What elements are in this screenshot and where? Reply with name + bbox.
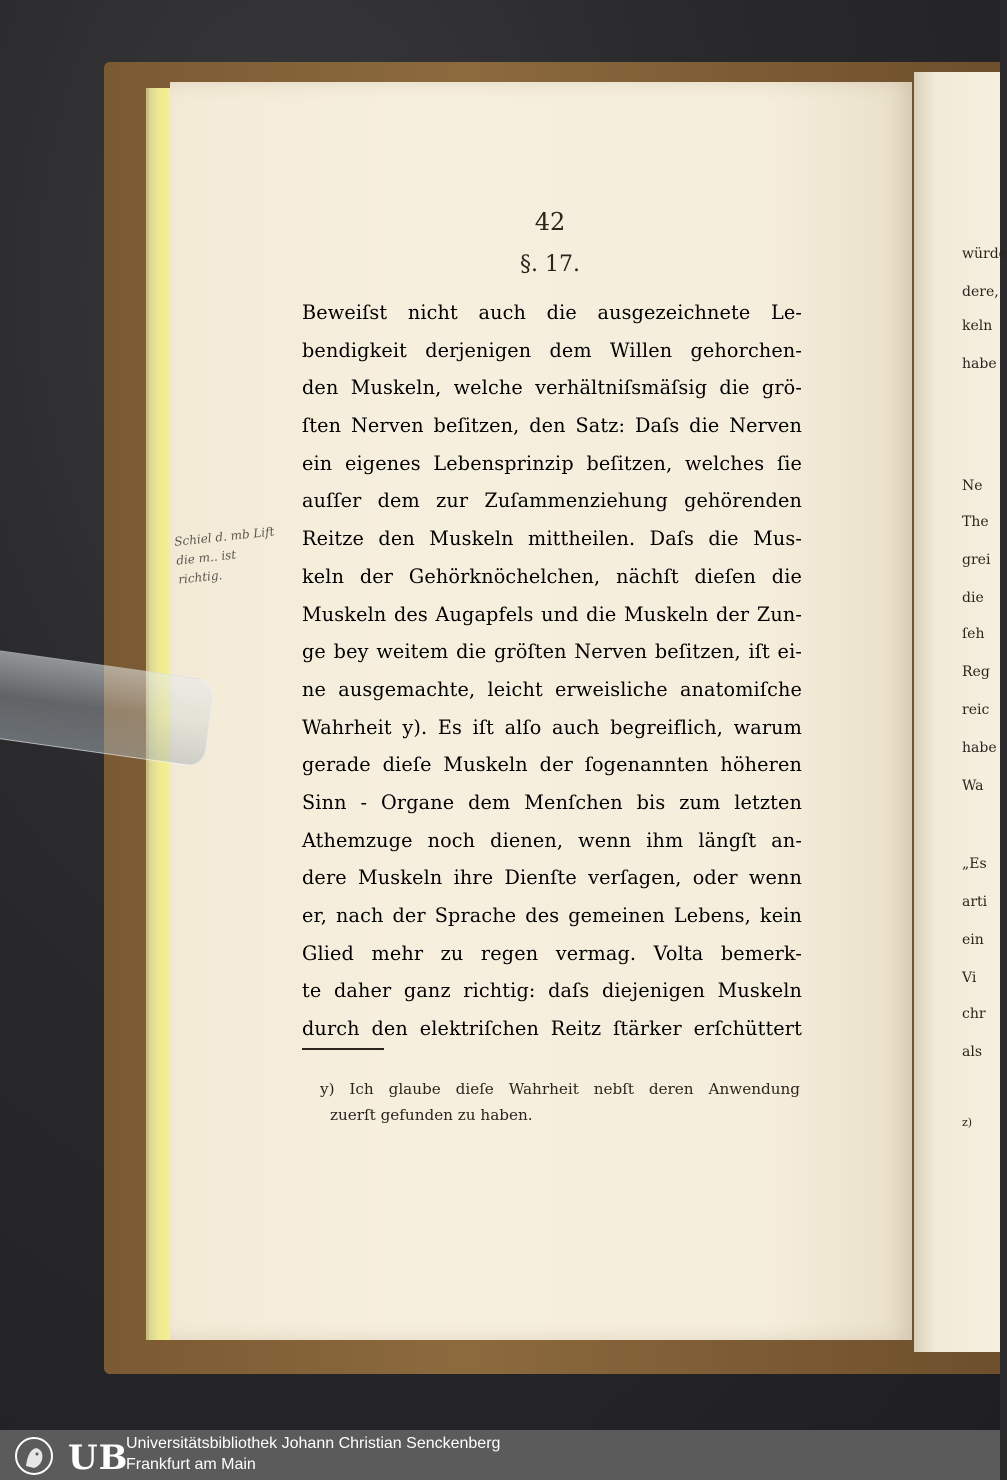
text-line: Glied mehr zu regen vermag. Volta bemerk- (302, 941, 802, 965)
right-fragment: würde (962, 246, 1007, 262)
section-heading: §. 17. (520, 252, 580, 277)
margin-note-line: Schiel d. mb Lift (173, 524, 276, 549)
right-fragment: Ne (962, 478, 983, 494)
right-fragment: chr (962, 1006, 986, 1022)
right-fragment: arti (962, 894, 988, 910)
text-line: ne ausgemachte, leicht erweisliche anatomiſche (302, 677, 802, 701)
right-fragment: habe (962, 356, 997, 372)
page-number: 42 (534, 208, 566, 236)
text-line: Wahrheit y). Es iſt alſo auch begreiflich, warum (302, 715, 802, 739)
footnote (320, 1076, 800, 1128)
right-fragment: Reg (962, 664, 990, 680)
footnote-rule (302, 1048, 384, 1050)
right-fragment: The (962, 514, 989, 530)
senckenberg-portrait-icon (8, 1436, 60, 1476)
right-fragment: Vi (962, 970, 977, 986)
footer-bar (0, 1430, 1000, 1480)
right-fragment: habe (962, 740, 997, 756)
right-fragment: ein (962, 932, 984, 948)
text-line: ge bey weitem die gröſten Nerven beſitzen, iſt ei- (302, 640, 802, 664)
text-line: Muskeln des Augapfels und die Muskeln der Zun- (302, 602, 802, 626)
text-line: Beweiſst nicht auch die ausgezeichnete Le- (302, 301, 802, 324)
library-city: Frankfurt am Main (126, 1456, 256, 1473)
library-logo[interactable] (8, 1436, 129, 1478)
right-fragment: die (962, 590, 984, 606)
right-fragment: grei (962, 552, 991, 568)
text-line: ein eigenes Lebensprinzip beſitzen, welches ſie (302, 451, 802, 475)
body-text (302, 294, 802, 1048)
text-line: te daher ganz richtig: daſs diejenigen Muskeln (302, 979, 802, 1003)
right-fragment: keln (962, 318, 993, 334)
right-fragment: dere, (962, 284, 999, 300)
library-name: Universitätsbibliothek Johann Christian Senckenberg (126, 1435, 501, 1452)
right-fragment: „Es (962, 856, 987, 872)
text-line: Reitze den Muskeln mittheilen. Daſs die Mus- (302, 527, 802, 551)
text-line: Athemzuge noch dienen, wenn ihm längſt an- (302, 828, 802, 852)
text-line: durch den elektriſchen Reitz ſtärker erſchüttert (302, 1017, 802, 1041)
text-line: dere Muskeln ihre Dienſte verſagen, oder wenn (302, 866, 802, 890)
text-line: den Muskeln, welche verhältniſsmäſsig die grö- (302, 376, 802, 400)
right-fragment: als (962, 1044, 983, 1060)
text-line: Sinn - Organe dem Menſchen bis zum letzten (302, 790, 802, 814)
text-line: keln der Gehörknöchelchen, nächſt dieſen die (302, 564, 802, 588)
text-line: gerade dieſe Muskeln der ſogenannten höheren (302, 753, 802, 777)
ub-logo-text: UB (68, 1438, 129, 1478)
right-fragment: ſeh (962, 626, 985, 642)
text-line: er, nach der Sprache des gemeinen Lebens, kein (302, 904, 802, 927)
text-line: bendigkeit derjenigen dem Willen gehorchen- (302, 338, 802, 362)
margin-note-line: die m.. ist (175, 547, 237, 568)
text-line: auſſer dem zur Zuſammenziehung gehörenden (302, 489, 802, 513)
footnote-line: zuerſt gefunden zu haben. (330, 1106, 533, 1124)
right-fragment: z) (962, 1116, 973, 1129)
right-fragment: Wa (962, 778, 984, 794)
footnote-line: y) Ich glaube dieſe Wahrheit nebſt deren Anwendung (320, 1080, 800, 1098)
text-line: ſten Nerven beſitzen, den Satz: Daſs die Nerven (302, 414, 802, 438)
right-fragment: reic (962, 702, 990, 718)
margin-note-line: richtig. (177, 568, 223, 587)
